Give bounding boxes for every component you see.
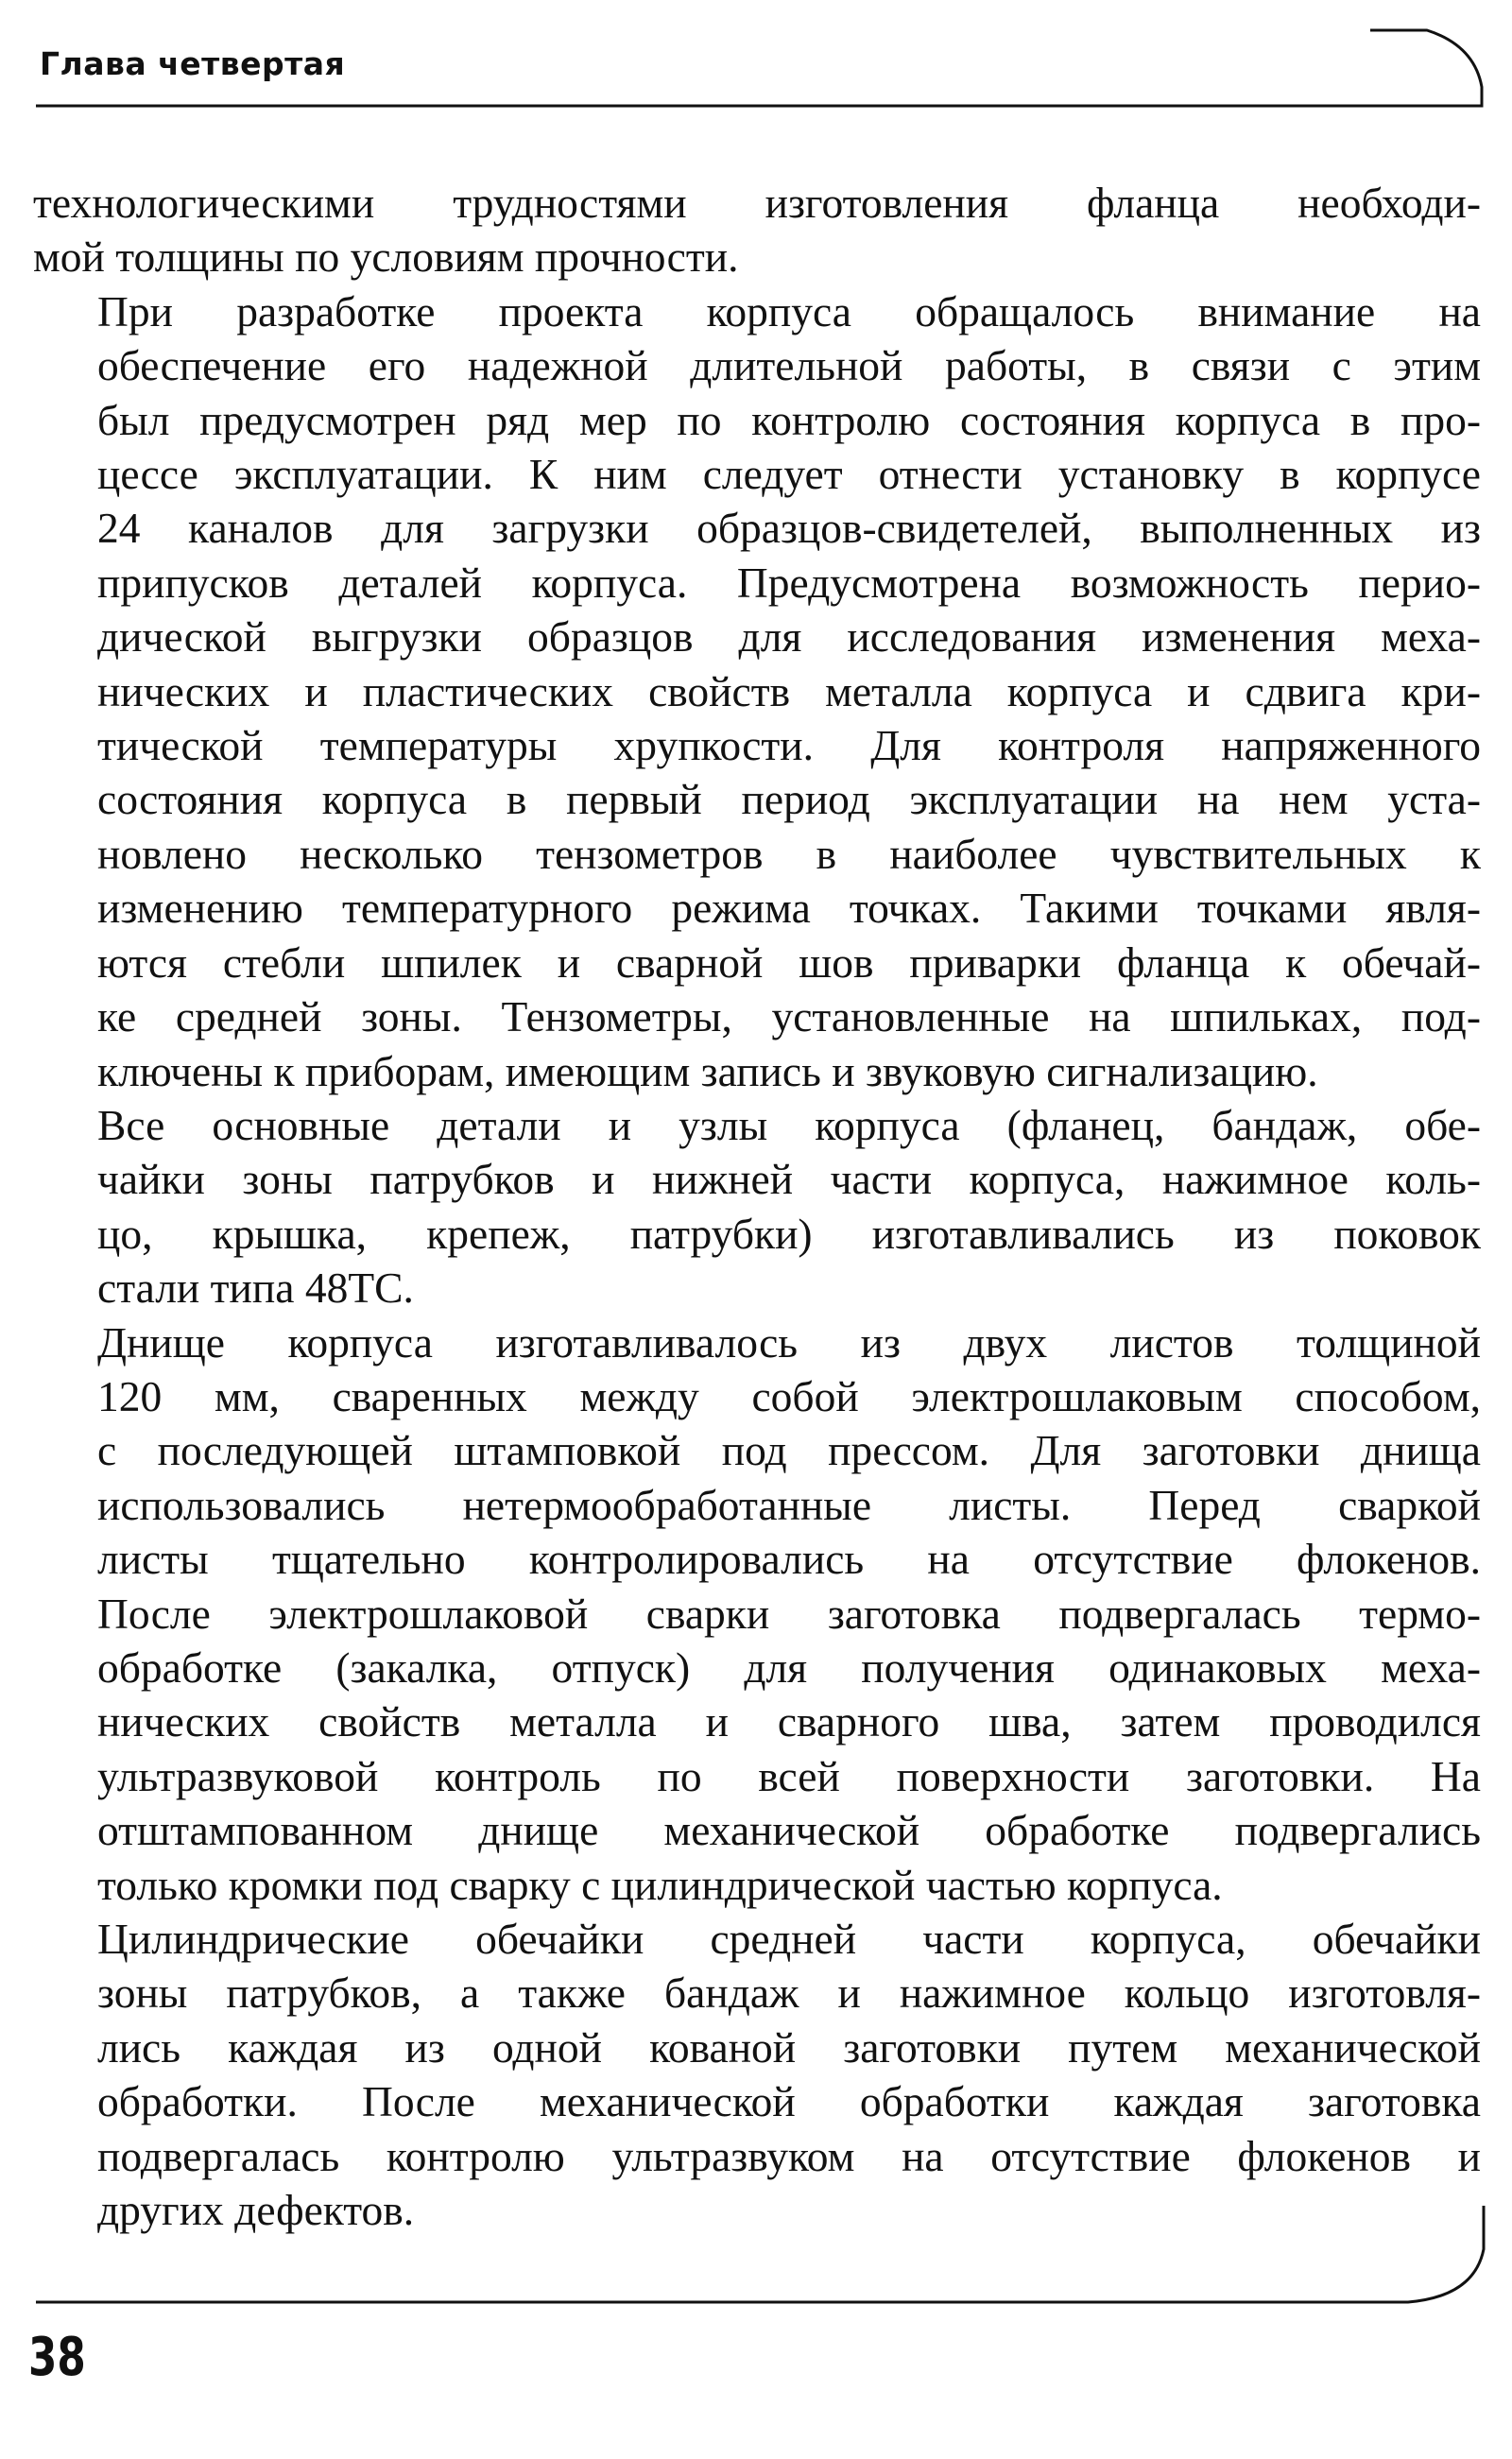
text-line: зоны патрубков, а также бандаж и нажимное кольцо изготовля- bbox=[97, 1969, 1481, 2018]
text-line: ультразвуковой контроль по всей поверхности заготовки. На bbox=[97, 1751, 1481, 1800]
text-line: технологическими трудностями изготовления фланца необходи- bbox=[33, 179, 1481, 227]
text-line: 120 мм, сваренных между собой электрошлаковым способом, bbox=[97, 1371, 1481, 1420]
paragraph bbox=[33, 1098, 1481, 1315]
text-line: состояния корпуса в первый период эксплуатации на нем уста- bbox=[97, 775, 1481, 824]
text-line: нических и пластических свойств металла корпуса и сдвига кри- bbox=[97, 666, 1481, 715]
text-line: других дефектов. bbox=[97, 2186, 415, 2235]
text-line: стали типа 48ТС. bbox=[97, 1264, 414, 1313]
text-line: Цилиндрические обечайки средней части корпуса, обечайки bbox=[97, 1915, 1481, 1963]
text-line: обработки. После механической обработки каждая заготовка bbox=[97, 2077, 1481, 2126]
text-line: ке средней зоны. Тензометры, установленные на шпильках, под- bbox=[97, 992, 1481, 1041]
text-line: цессе эксплуатации. К ним следует отнести установку в корпусе bbox=[97, 450, 1481, 499]
paragraph bbox=[33, 284, 1481, 1098]
text-line: с последующей штамповкой под прессом. Для заготовки днища bbox=[97, 1426, 1481, 1475]
text-line: обработке (закалка, отпуск) для получения одинаковых меха- bbox=[97, 1642, 1481, 1692]
page-number: 38 bbox=[28, 2327, 86, 2388]
text-line: припусков деталей корпуса. Предусмотрена возможность перио- bbox=[97, 558, 1481, 607]
text-line: ключены к приборам, имеющим запись и звуковую сигнализацию. bbox=[97, 1046, 1318, 1095]
running-head-title: Глава четвертая bbox=[40, 45, 346, 82]
text-line: только кромки под сварку с цилиндрической частью корпуса. bbox=[97, 1860, 1223, 1909]
paragraph bbox=[33, 1912, 1481, 2237]
text-line: Днище корпуса изготавливалось из двух листов толщиной bbox=[97, 1317, 1481, 1367]
text-line: мой толщины по условиям прочности. bbox=[33, 232, 739, 282]
text-line: был предусмотрен ряд мер по контролю состояния корпуса в про- bbox=[97, 395, 1481, 444]
text-line: цо, крышка, крепеж, патрубки) изготавливались из поковок bbox=[97, 1209, 1481, 1258]
text-line: подвергалась контролю ультразвуком на отсутствие флокенов и bbox=[97, 2131, 1481, 2180]
text-line: чайки зоны патрубков и нижней части корпуса, нажимное коль- bbox=[97, 1155, 1481, 1204]
text-line: дической выгрузки образцов для исследования изменения меха- bbox=[97, 612, 1481, 662]
text-line: Все основные детали и узлы корпуса (фланец, бандаж, обе- bbox=[97, 1100, 1481, 1149]
text-line: При разработке проекта корпуса обращалось внимание на bbox=[97, 286, 1481, 335]
text-line: использовались нетермообработанные листы. Перед сваркой bbox=[97, 1480, 1481, 1529]
text-line: тической температуры хрупкости. Для контроля напряженного bbox=[97, 721, 1481, 770]
text-line: отштампованном днище механической обработке подвергались bbox=[97, 1806, 1481, 1855]
paragraph bbox=[33, 176, 1481, 284]
paragraph bbox=[33, 1315, 1481, 1912]
text-line: обеспечение его надежной длительной работы, в связи с этим bbox=[97, 341, 1481, 390]
text-line: После электрошлаковой сварки заготовка подвергалась термо- bbox=[97, 1589, 1481, 1638]
text-line: новлено несколько тензометров в наиболее чувствительных к bbox=[97, 829, 1481, 878]
text-line: 24 каналов для загрузки образцов-свидетелей, выполненных из bbox=[97, 504, 1481, 553]
text-line: ются стебли шпилек и сварной шов приварки фланца к обечай- bbox=[97, 937, 1481, 987]
text-line: лись каждая из одной кованой заготовки путем механической bbox=[97, 2022, 1481, 2072]
text-line: нических свойств металла и сварного шва, затем проводился bbox=[97, 1697, 1481, 1746]
body-text bbox=[33, 176, 1481, 2237]
text-line: изменению температурного режима точках. Такими точками явля- bbox=[97, 884, 1481, 933]
text-line: листы тщательно контролировались на отсутствие флокенов. bbox=[97, 1535, 1481, 1584]
